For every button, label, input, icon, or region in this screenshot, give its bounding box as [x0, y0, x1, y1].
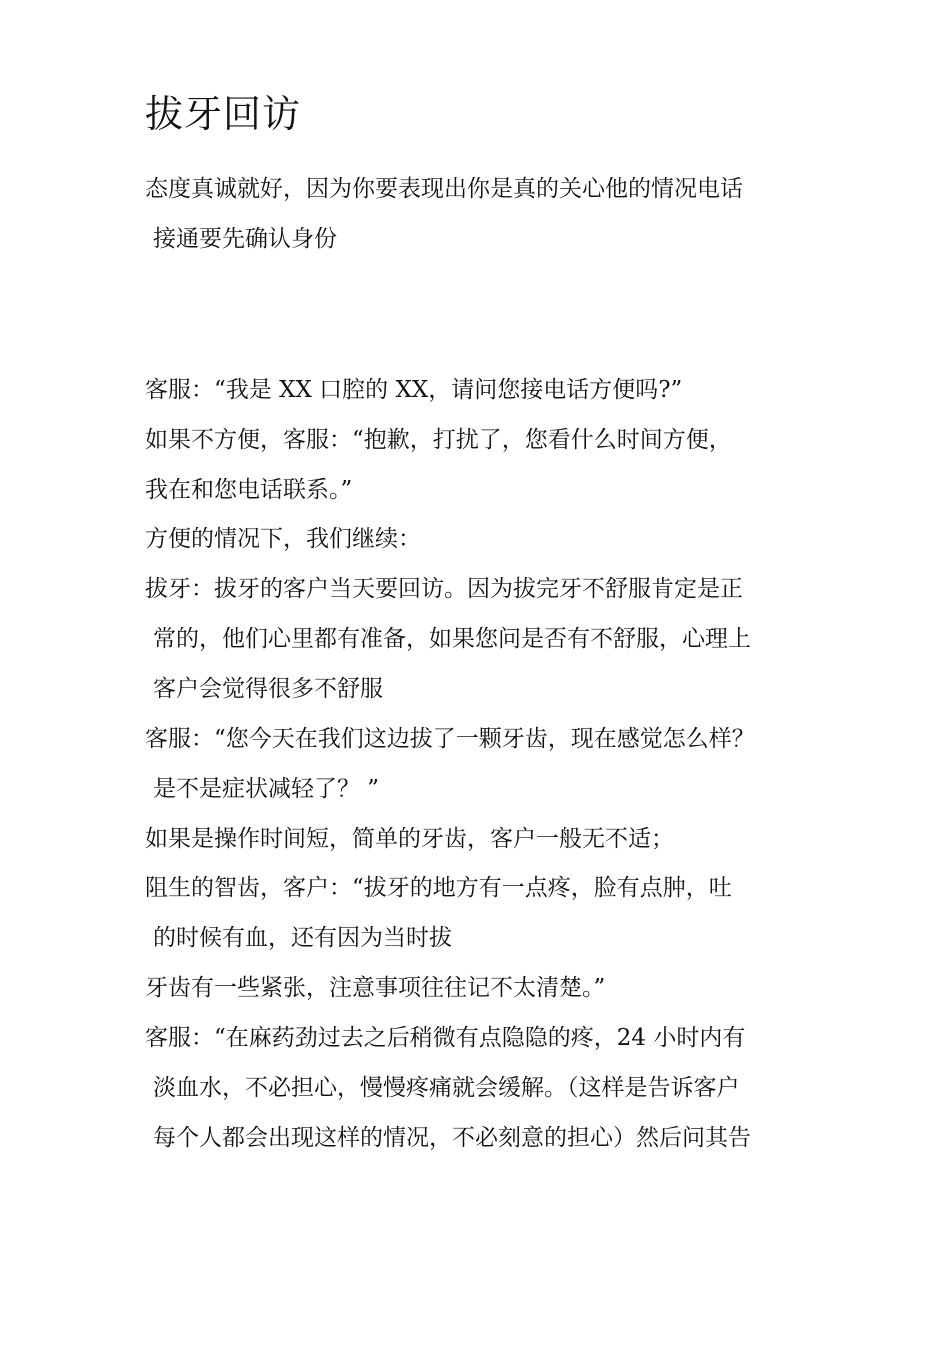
paragraph-line: 如果是操作时间短，简单的牙齿，客户一般无不适；: [145, 826, 674, 852]
paragraph-line: 客服：“您今天在我们这边拔了一颗牙齿，现在感觉怎么样？: [145, 726, 755, 752]
paragraph-line: 客户会觉得很多不舒服: [153, 676, 383, 702]
paragraph-line: 客服：“我是 XX 口腔的 XX，请问您接电话方便吗?”: [145, 377, 683, 403]
paragraph-line: 我在和您电话联系。”: [145, 477, 353, 503]
paragraph-line: 牙齿有一些紧张，注意事项往往记不太清楚。”: [145, 975, 606, 1001]
paragraph-line: 拔牙：拔牙的客户当天要回访。因为拔完牙不舒服肯定是正: [145, 576, 743, 602]
paragraph-line: 如果不方便，客服：“抱歉，打扰了，您看什么时间方便，: [145, 427, 732, 453]
paragraph-line: 的时候有血，还有因为当时拔: [153, 925, 452, 951]
paragraph-line: 态度真诚就好，因为你要表现出你是真的关心他的情况电话: [145, 176, 743, 202]
paragraph-line: 方便的情况下，我们继续：: [145, 526, 421, 552]
paragraph-line: 是不是症状减轻了？ ”: [153, 776, 380, 802]
document-title: 拔牙回访: [145, 92, 302, 136]
paragraph-line: 接通要先确认身份: [153, 226, 337, 252]
paragraph-line: 每个人都会出现这样的情况，不必刻意的担心）然后问其告: [153, 1125, 751, 1151]
paragraph-line: 客服：“在麻药劲过去之后稍微有点隐隐的疼，24 小时内有: [145, 1025, 746, 1051]
paragraph-line: 常的，他们心里都有准备，如果您问是否有不舒服，心理上: [153, 626, 751, 652]
paragraph-line: 阻生的智齿，客户：“拔牙的地方有一点疼，脸有点肿，吐: [145, 875, 732, 901]
paragraph-line: 淡血水，不必担心，慢慢疼痛就会缓解。（这样是告诉客户: [153, 1075, 740, 1101]
